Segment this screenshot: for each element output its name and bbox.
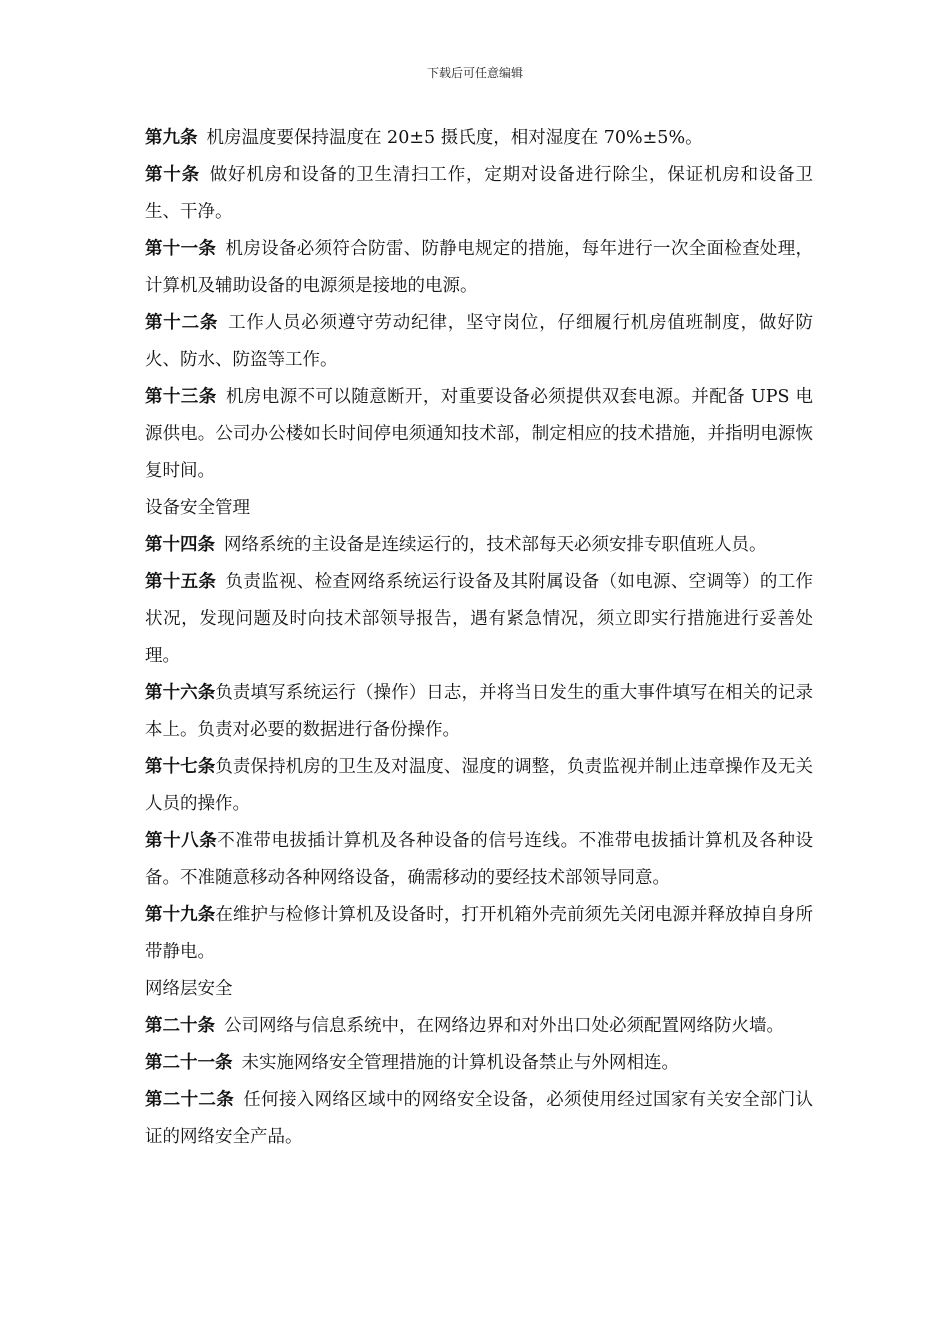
section-heading-equipment: 设备安全管理 (145, 498, 250, 518)
article-20 (145, 1008, 813, 1045)
article-text: 不准带电拔插计算机及各种设备的信号连线。不准带电拔插计算机及各种设备。不准随意移动各种网络设备，确需移动的要经技术部领导同意。 (145, 831, 814, 888)
article-number: 第二十二条 (145, 1090, 235, 1110)
article-text: 机房电源不可以随意断开，对重要设备必须提供双套电源。并配备 UPS 电源供电。公司办公楼如长时间停电须通知技术部，制定相应的技术措施，并指明电源恢复时间。 (145, 387, 814, 481)
page-header: 下载后可任意编辑 (426, 66, 523, 80)
article-number: 第二十条 (145, 1016, 215, 1036)
article-10 (145, 157, 813, 231)
section-heading-network: 网络层安全 (145, 979, 233, 999)
article-21 (145, 1045, 813, 1082)
article-19 (145, 897, 813, 971)
article-text: 负责填写系统运行（操作）日志，并将当日发生的重大事件填写在相关的记录本上。负责对必要的数据进行备份操作。 (145, 683, 814, 740)
article-number: 第九条 (145, 128, 198, 148)
article-15 (145, 564, 813, 675)
article-number: 第十六条 (145, 683, 216, 703)
article-text: 网络系统的主设备是连续运行的，技术部每天必须安排专职值班人员。 (224, 535, 767, 555)
article-number: 第十七条 (145, 757, 216, 777)
article-number: 第十二条 (145, 313, 219, 333)
article-text: 公司网络与信息系统中，在网络边界和对外出口处必须配置网络防火墙。 (224, 1016, 784, 1036)
article-text: 负责监视、检查网络系统运行设备及其附属设备（如电源、空调等）的工作状况，发现问题及时向技术部领导报告，遇有紧急情况，须立即实行措施进行妥善处理。 (145, 572, 814, 666)
article-22 (145, 1082, 813, 1156)
article-text: 在维护与检修计算机及设备时，打开机箱外壳前须先关闭电源并释放掉自身所带静电。 (145, 905, 814, 962)
article-number: 第十条 (145, 165, 200, 185)
article-number: 第十九条 (145, 905, 216, 925)
article-text: 负责保持机房的卫生及对温度、湿度的调整，负责监视并制止违章操作及无关人员的操作。 (145, 757, 814, 814)
article-text: 任何接入网络区域中的网络安全设备，必须使用经过国家有关安全部门认证的网络安全产品。 (145, 1090, 814, 1147)
article-number: 第十八条 (145, 831, 218, 851)
article-text: 工作人员必须遵守劳动纪律，坚守岗位，仔细履行机房值班制度，做好防火、防水、防盗等工作。 (145, 313, 814, 370)
article-9 (145, 120, 813, 157)
article-17 (145, 749, 813, 823)
article-12 (145, 305, 813, 379)
article-number: 第十五条 (145, 572, 217, 592)
article-13 (145, 379, 813, 490)
article-number: 第十一条 (145, 239, 217, 259)
document-body (145, 120, 813, 1156)
article-18 (145, 823, 813, 897)
article-text: 机房设备必须符合防雷、防静电规定的措施，每年进行一次全面检查处理，计算机及辅助设备的电源须是接地的电源。 (145, 239, 814, 296)
article-number: 第十三条 (145, 387, 217, 407)
article-number: 第十四条 (145, 535, 215, 555)
article-11 (145, 231, 813, 305)
article-number: 第二十一条 (145, 1053, 233, 1073)
article-14 (145, 527, 813, 564)
article-16 (145, 675, 813, 749)
article-text: 做好机房和设备的卫生清扫工作，定期对设备进行除尘，保证机房和设备卫生、干净。 (145, 165, 814, 222)
article-text: 未实施网络安全管理措施的计算机设备禁止与外网相连。 (241, 1053, 679, 1073)
article-text: 机房温度要保持温度在 20±5 摄氏度，相对湿度在 70%±5%。 (206, 128, 703, 148)
